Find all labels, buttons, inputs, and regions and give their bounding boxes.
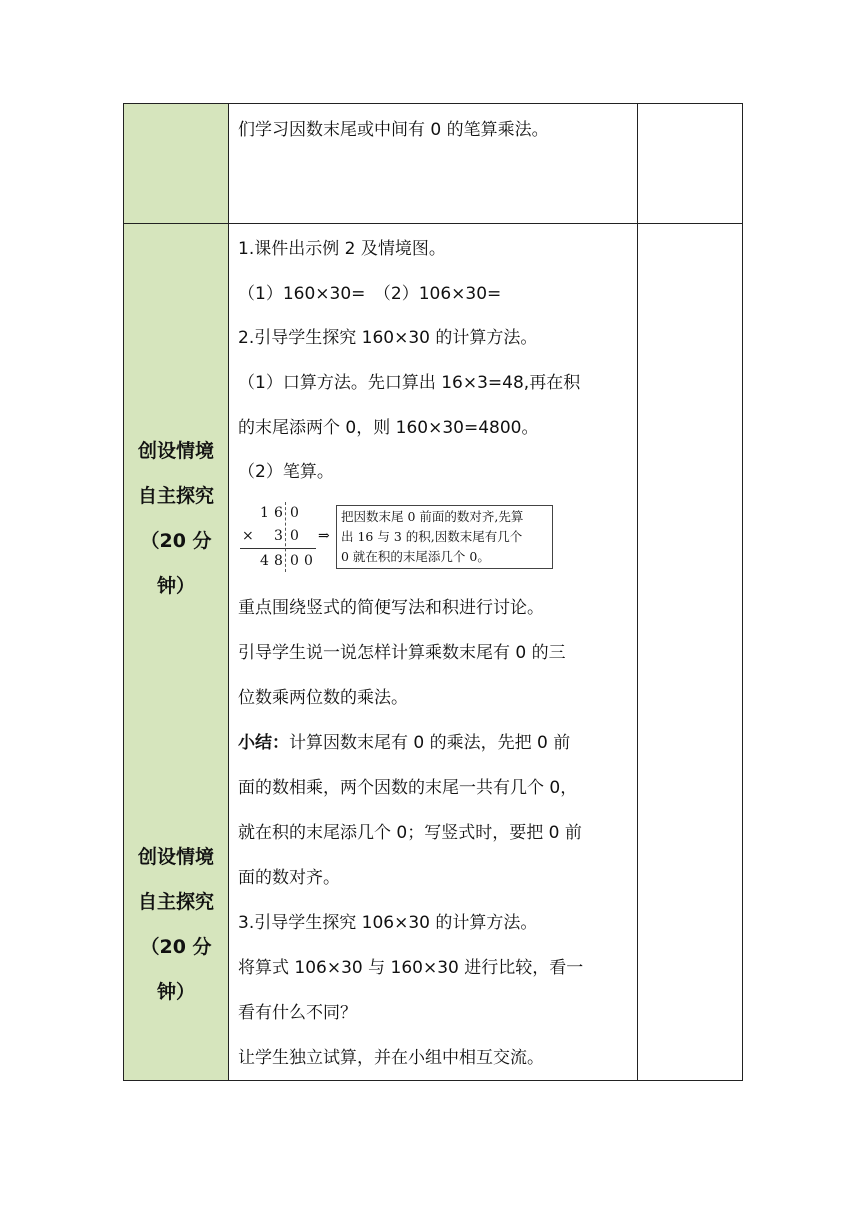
summary-label: 小结： bbox=[238, 733, 289, 753]
vertical-multiplication-figure bbox=[238, 500, 558, 576]
summary-line-1 bbox=[238, 731, 570, 755]
content-line-9: 位数乘两位数的乘法。 bbox=[238, 688, 408, 708]
summary-text-first: 计算因数末尾有 0 的乘法，先把 0 前 bbox=[289, 733, 571, 753]
fig-row3-digit-2: 8 bbox=[274, 553, 283, 569]
table-border-middle bbox=[123, 223, 743, 224]
fig-row2-digit-1: 3 bbox=[274, 528, 283, 544]
fig-row1-digit-1: 1 bbox=[260, 505, 269, 521]
stage-label-bottom-3: （20 分 bbox=[140, 936, 212, 958]
fig-times-sign: × bbox=[242, 528, 254, 544]
stage-label-bottom-2: 自主探究 bbox=[137, 891, 214, 913]
summary-line-4: 面的数对齐。 bbox=[238, 868, 340, 888]
table-border-col2 bbox=[637, 103, 638, 1081]
stage-label-bottom-1: 创设情境 bbox=[137, 846, 214, 868]
content-line-8: 引导学生说一说怎样计算乘数末尾有 0 的三 bbox=[238, 643, 566, 663]
fig-note-box bbox=[336, 505, 553, 569]
content-line-2: （1）160×30= （2）106×30= bbox=[238, 284, 502, 304]
fig-alignment-rule bbox=[285, 502, 286, 572]
fig-result-rule bbox=[240, 548, 316, 549]
summary-line-3: 就在积的末尾添几个 0；写竖式时，要把 0 前 bbox=[238, 823, 582, 843]
fig-row3-digit-4: 0 bbox=[304, 553, 313, 569]
content-line-5: 的末尾添两个 0，则 160×30=4800。 bbox=[238, 418, 539, 438]
content-line-3: 2.引导学生探究 160×30 的计算方法。 bbox=[238, 328, 538, 348]
stage-label-top-2: 自主探究 bbox=[137, 485, 214, 507]
content-line-4: （1）口算方法。先口算出 16×3=48,再在积 bbox=[238, 373, 581, 393]
row1-content: 们学习因数末尾或中间有 0 的笔算乘法。 bbox=[238, 120, 549, 140]
label-cell-row1 bbox=[123, 103, 229, 224]
stage-label-bottom-4: 钟） bbox=[156, 981, 195, 1003]
summary-line-2: 面的数相乘，两个因数的末尾一共有几个 0， bbox=[238, 778, 578, 798]
content-line-13: 让学生独立试算，并在小组中相互交流。 bbox=[238, 1048, 544, 1068]
fig-row2-digit-2: 0 bbox=[290, 528, 299, 544]
fig-note-line-1: 把因数末尾 0 前面的数对齐,先算 bbox=[341, 509, 524, 524]
fig-note-line-2: 出 16 与 3 的积,因数末尾有几个 bbox=[341, 529, 523, 544]
table-border-bottom bbox=[123, 1080, 743, 1081]
table-border-right bbox=[742, 103, 743, 1081]
content-line-10: 3.引导学生探究 106×30 的计算方法。 bbox=[238, 913, 538, 933]
fig-row3-digit-3: 0 bbox=[290, 553, 299, 569]
content-line-11: 将算式 106×30 与 160×30 进行比较，看一 bbox=[238, 958, 584, 978]
fig-note-line-3: 0 就在积的末尾添几个 0。 bbox=[341, 549, 490, 564]
table-border-top bbox=[123, 103, 743, 104]
content-line-1: 1.课件出示例 2 及情境图。 bbox=[238, 239, 446, 259]
stage-label-top-1: 创设情境 bbox=[137, 440, 214, 462]
content-line-6: （2）笔算。 bbox=[238, 462, 334, 482]
fig-row1-digit-2: 6 bbox=[274, 505, 283, 521]
stage-label-top-3: （20 分 bbox=[140, 530, 212, 552]
fig-arrow-icon: ⇒ bbox=[318, 528, 330, 544]
fig-row1-digit-3: 0 bbox=[290, 505, 299, 521]
stage-label-top-4: 钟） bbox=[156, 575, 195, 597]
content-line-12: 看有什么不同？ bbox=[238, 1003, 357, 1023]
content-line-7: 重点围绕竖式的简便写法和积进行讨论。 bbox=[238, 598, 544, 618]
fig-row3-digit-1: 4 bbox=[260, 553, 269, 569]
